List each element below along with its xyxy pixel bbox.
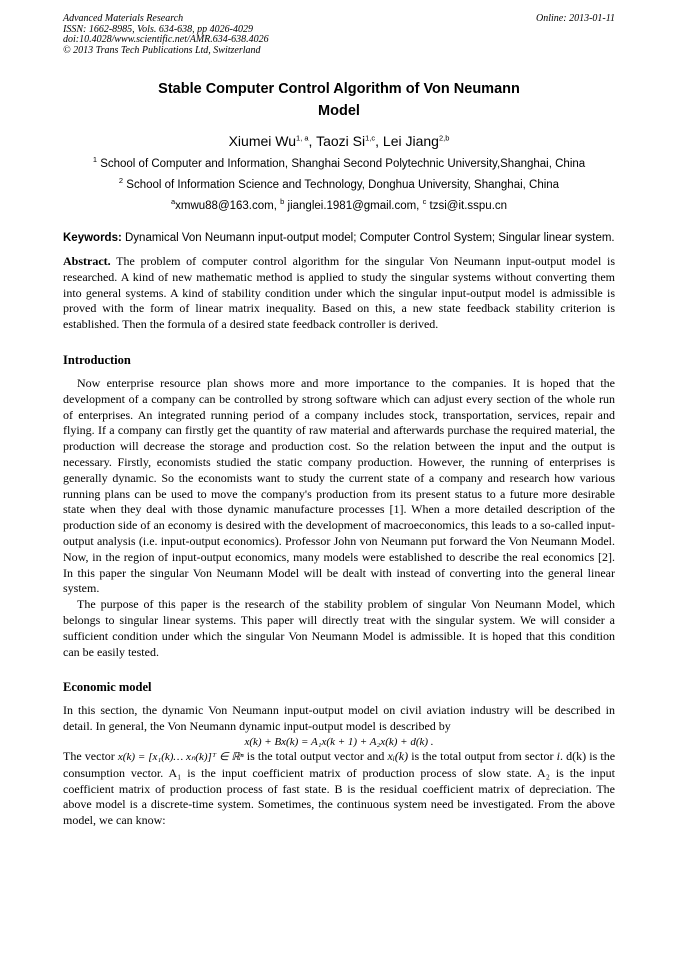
econ-paragraph-1: In this section, the dynamic Von Neumann input-output model on civil aviation industry will be described in detail. In general, the Von Neumann dynamic input-output model is described by — [63, 703, 615, 734]
email-line — [63, 199, 615, 213]
aff1-text: School of Computer and Information, Shanghai Second Polytechnic University,Shanghai, China — [100, 158, 586, 170]
i-symbol: i — [556, 748, 560, 763]
author-2-sup: 1,c — [365, 133, 376, 143]
author-list: Xiumei Wu$^{1, a}$, Taozi Si$^{1,c}$, Lei Jiang$^{2,b}$ — [228, 133, 450, 149]
email-a-sup: a — [170, 197, 176, 207]
author-3-sup: 2,b — [438, 133, 450, 143]
affiliation-1 — [63, 157, 615, 171]
author-3: Lei Jiang — [382, 133, 439, 149]
title-line-2: Model — [318, 103, 360, 119]
econ-paragraph-2 — [63, 749, 615, 829]
aff1-sup: 1 — [92, 155, 97, 165]
abstract — [63, 254, 615, 333]
keywords-label: Keywords: — [63, 232, 122, 244]
section-heading-economic-model: Economic model — [63, 680, 152, 695]
email-a[interactable]: xmwu88@163.com, — [175, 200, 277, 212]
email-c-sup: c — [422, 197, 427, 207]
intro-paragraph-2: The purpose of this paper is the research of the stability problem of singular Von Neumann Model, which belongs to singular linear systems. This paper will directly treat with the singular system. We will consider a sufficient condition under which the singular Von Neumann Model is admissible. It is hoped that this condition can be easily tested. — [63, 597, 615, 659]
paper-title — [63, 78, 615, 122]
author-1-sup: 1, a — [296, 133, 309, 143]
email-b-sup: b — [280, 197, 285, 207]
author-2: Taozi Si — [316, 133, 366, 149]
econ-p2-a: The vector — [63, 748, 115, 763]
section-heading-introduction: Introduction — [63, 352, 131, 367]
journal-header — [63, 14, 615, 56]
title-line-1: Stable Computer Control Algorithm of Von Neumann — [158, 81, 520, 97]
paper-page — [63, 14, 615, 829]
copyright-line: © 2013 Trans Tech Publications Ltd, Switzerland — [63, 44, 261, 56]
author-1: Xiumei Wu — [228, 133, 297, 149]
online-date: Online: 2013-01-11 — [536, 13, 615, 24]
affiliation-2 — [63, 178, 615, 192]
aff2-sup: 2 — [118, 176, 124, 186]
economic-model-body — [63, 703, 615, 829]
issn-line: ISSN: 1662-8985, Vols. 634-638, pp 4026-4029 — [63, 23, 253, 35]
journal-name: Advanced Materials Research — [63, 13, 184, 24]
econ-p2-c: is the total output from sector — [411, 748, 554, 763]
email-c[interactable]: tzsi@it.sspu.cn — [429, 200, 508, 212]
abstract-label: Abstract. — [63, 254, 111, 268]
equation-1: x(k) + Bx(k) = A₁x(k + 1) + A₂x(k) + d(k) . — [244, 735, 434, 748]
econ-p2-b: is the total output vector and — [246, 748, 385, 763]
abstract-text: The problem of computer control algorithm for the singular Von Neumann input-output model is researched. A kind of new mathematic method is applied to study the singular systems without converting them into general systems. A kind of stability condition under which the singular input-output model is admissible is proved with the form of linear matrix inequality. Based on this, a new state feedback stability criterion is established. Then the formula of a desired state feedback controller is derived. — [63, 254, 615, 332]
econ-p2-d: . d(k) is the consumption vector. A₁ is the input coefficient matrix of production process of slow state. A₂ is the input coefficient matrix of production process of fast state. B is the residual coefficient matrix of depreciation. The above model is a discrete-time system. Sometimes, the continuous system need be investigated. From the above model, we can know: — [63, 748, 616, 828]
keywords-text: Dynamical Von Neumann input-output model; Computer Control System; Singular linear system. — [125, 232, 615, 244]
doi-line[interactable]: doi:10.4028/www.scientific.net/AMR.634-638.4026 — [63, 34, 269, 45]
xi-symbol: xᵢ(k) — [387, 748, 409, 763]
intro-paragraph-1: Now enterprise resource plan shows more and more importance to the companies. It is hoped that the development of a company can be controlled by strong software which can adjust every section of the whole run of enterprises. An integrated running period of a company includes stock, transportation, services, repair and flying. If a company can firstly get the quantity of raw material and afterwards purchase the required material, the production will decrease the storage and production cost. So the relation between the input and the output is necessary. Firstly, economists studied the static company production. However, the running of enterprises is generally dynamic. So the economists want to study the current state of a company and research how various running plans can be used to move the company's production from its present status to a future more desirable state when they deal with those dynamic manufacture processes [1]. When a more detailed description of the production side of an economy is desired with the development of macroeconomics, this leads to a so-called input-output analysis (i.e. input-output economics). Professor John von Neumann put forward the Von Neumann Model. Now, in the region of input-output economics, many models were established to describe the real economics [2]. In this paper the singular Von Neumann Model will be dealt with instead of converting into the general linear system. — [63, 375, 615, 596]
keywords — [63, 231, 615, 245]
vector-definition: x(k) = [x₁(k)… xₙ(k)]ᵀ ∈ ℝⁿ — [117, 750, 244, 763]
introduction-body — [63, 376, 615, 660]
email-b[interactable]: jianglei.1981@gmail.com, — [287, 200, 420, 212]
aff2-text: School of Information Science and Technology, Donghua University, Shanghai, China — [126, 179, 560, 191]
